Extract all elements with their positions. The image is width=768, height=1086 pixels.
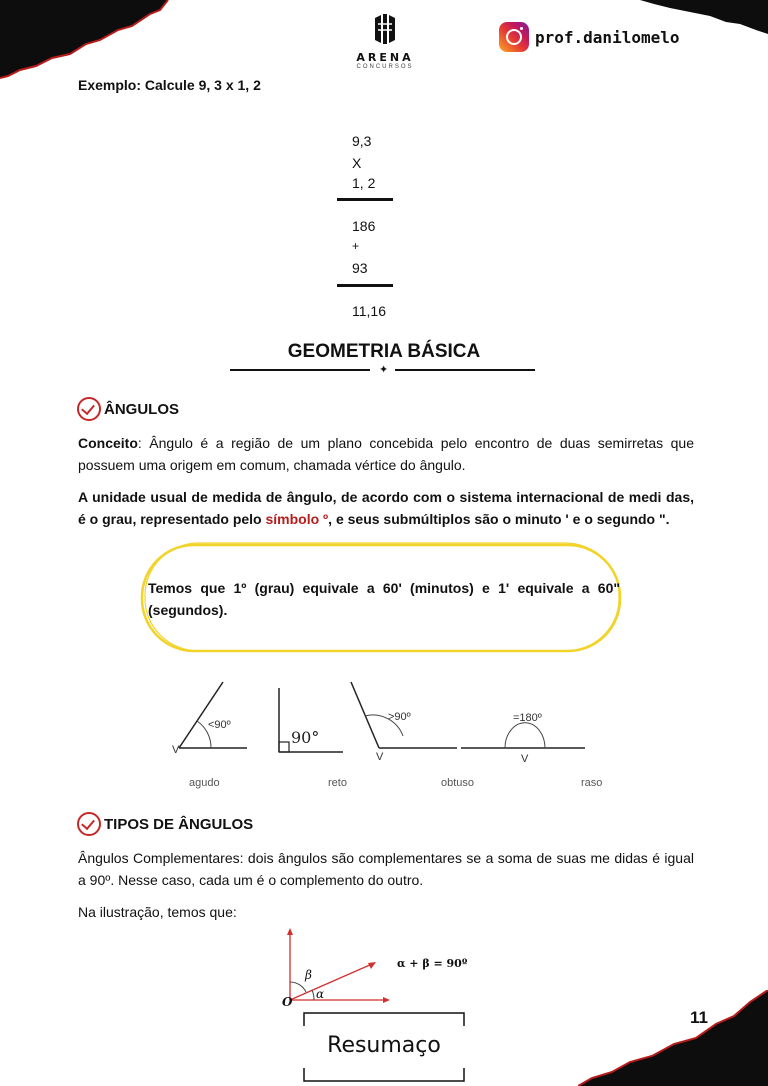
title-line-right <box>395 369 535 371</box>
instagram-icon <box>499 22 529 52</box>
logo-subtitle: CONCURSOS <box>356 64 414 70</box>
angulos-heading-text: ÂNGULOS <box>104 400 179 418</box>
formula-label: α + β = 90º <box>397 957 468 970</box>
concept-paragraph <box>78 432 694 476</box>
instagram-badge[interactable] <box>499 22 680 52</box>
obtuse-angle-mark: >90º <box>388 711 411 723</box>
beta-label: β <box>305 968 312 982</box>
arena-logo <box>340 14 430 70</box>
alpha-label: α <box>316 987 325 1001</box>
caption-agudo: agudo <box>189 777 220 789</box>
acute-angle-mark: <90º <box>208 719 231 731</box>
calc-line-5: + <box>352 239 360 253</box>
caption-raso: raso <box>581 777 603 789</box>
unit-paragraph <box>78 486 694 530</box>
straight-vertex-label: V <box>521 753 529 765</box>
title-diamond-icon: ✦ <box>379 364 389 376</box>
calc-line-3: 1, 2 <box>352 175 376 191</box>
concept-text: : Ângulo é a região de um plano concebida pelo encontro de duas semirretas que possuem uma origem em comum, chamada vértice do ângulo. <box>78 435 694 473</box>
check-circle-icon <box>77 397 101 421</box>
caption-obtuso: obtuso <box>441 777 475 789</box>
calc-line-6: 93 <box>352 260 368 276</box>
angulos-heading <box>77 397 179 421</box>
calc-divider-2 <box>337 284 393 287</box>
tipos-heading <box>77 812 253 836</box>
complementares-paragraph: Ângulos Complementares: dois ângulos são complementares se a soma de suas me didas é igual a 90º. Nesse caso, cada um é o complemento do outro. <box>78 850 694 888</box>
illustration-intro: Na ilustração, temos que: <box>78 904 237 920</box>
calc-divider-1 <box>337 198 393 201</box>
example-title: Exemplo: Calcule 9, 3 x 1, 2 <box>78 77 261 93</box>
unit-symbol: símbolo º <box>265 511 329 527</box>
calc-line-1: 9,3 <box>352 133 372 149</box>
caption-reto: reto <box>328 777 347 789</box>
top-left-torn-corner <box>0 0 180 80</box>
origin-label: O <box>282 995 293 1009</box>
bottom-right-torn-corner <box>578 990 768 1086</box>
highlight-box-text: Temos que 1º (grau) equivale a 60' (minutos) e 1' equivale a 60" (segundos). <box>148 580 620 618</box>
unit-part1: A unidade usual de medida de ângulo, de acordo com o sistema internacional de medi das, é o grau, representado pelo <box>78 489 694 527</box>
complementary-angles-diagram <box>276 926 396 1006</box>
acute-angle-figure <box>179 682 247 748</box>
title-line-left <box>230 369 370 371</box>
straight-angle-figure <box>461 723 585 748</box>
tipos-heading-text: TIPOS DE ÂNGULOS <box>104 815 254 833</box>
unit-part2: , e seus submúltiplos são o minuto ' e o segundo ". <box>328 511 670 527</box>
acute-vertex-label: V <box>172 744 180 756</box>
check-circle-icon <box>77 812 101 836</box>
calc-result: 11,16 <box>352 303 386 319</box>
section-title: GEOMETRIA BÁSICA <box>287 341 481 362</box>
right-angle-mark: 90° <box>291 728 320 747</box>
straight-angle-mark: =180º <box>513 712 542 724</box>
calc-line-4: 186 <box>352 218 376 234</box>
footer-label: Resumaço <box>327 1033 441 1058</box>
obtuse-vertex-label: V <box>376 751 384 763</box>
calc-line-2: X <box>352 155 362 171</box>
page-number: 11 <box>690 1008 708 1027</box>
concept-label: Conceito <box>78 435 138 451</box>
arena-logo-mark-icon <box>372 14 398 44</box>
logo-name: ARENA <box>356 51 414 64</box>
instagram-handle[interactable]: prof.danilomelo <box>535 27 680 47</box>
